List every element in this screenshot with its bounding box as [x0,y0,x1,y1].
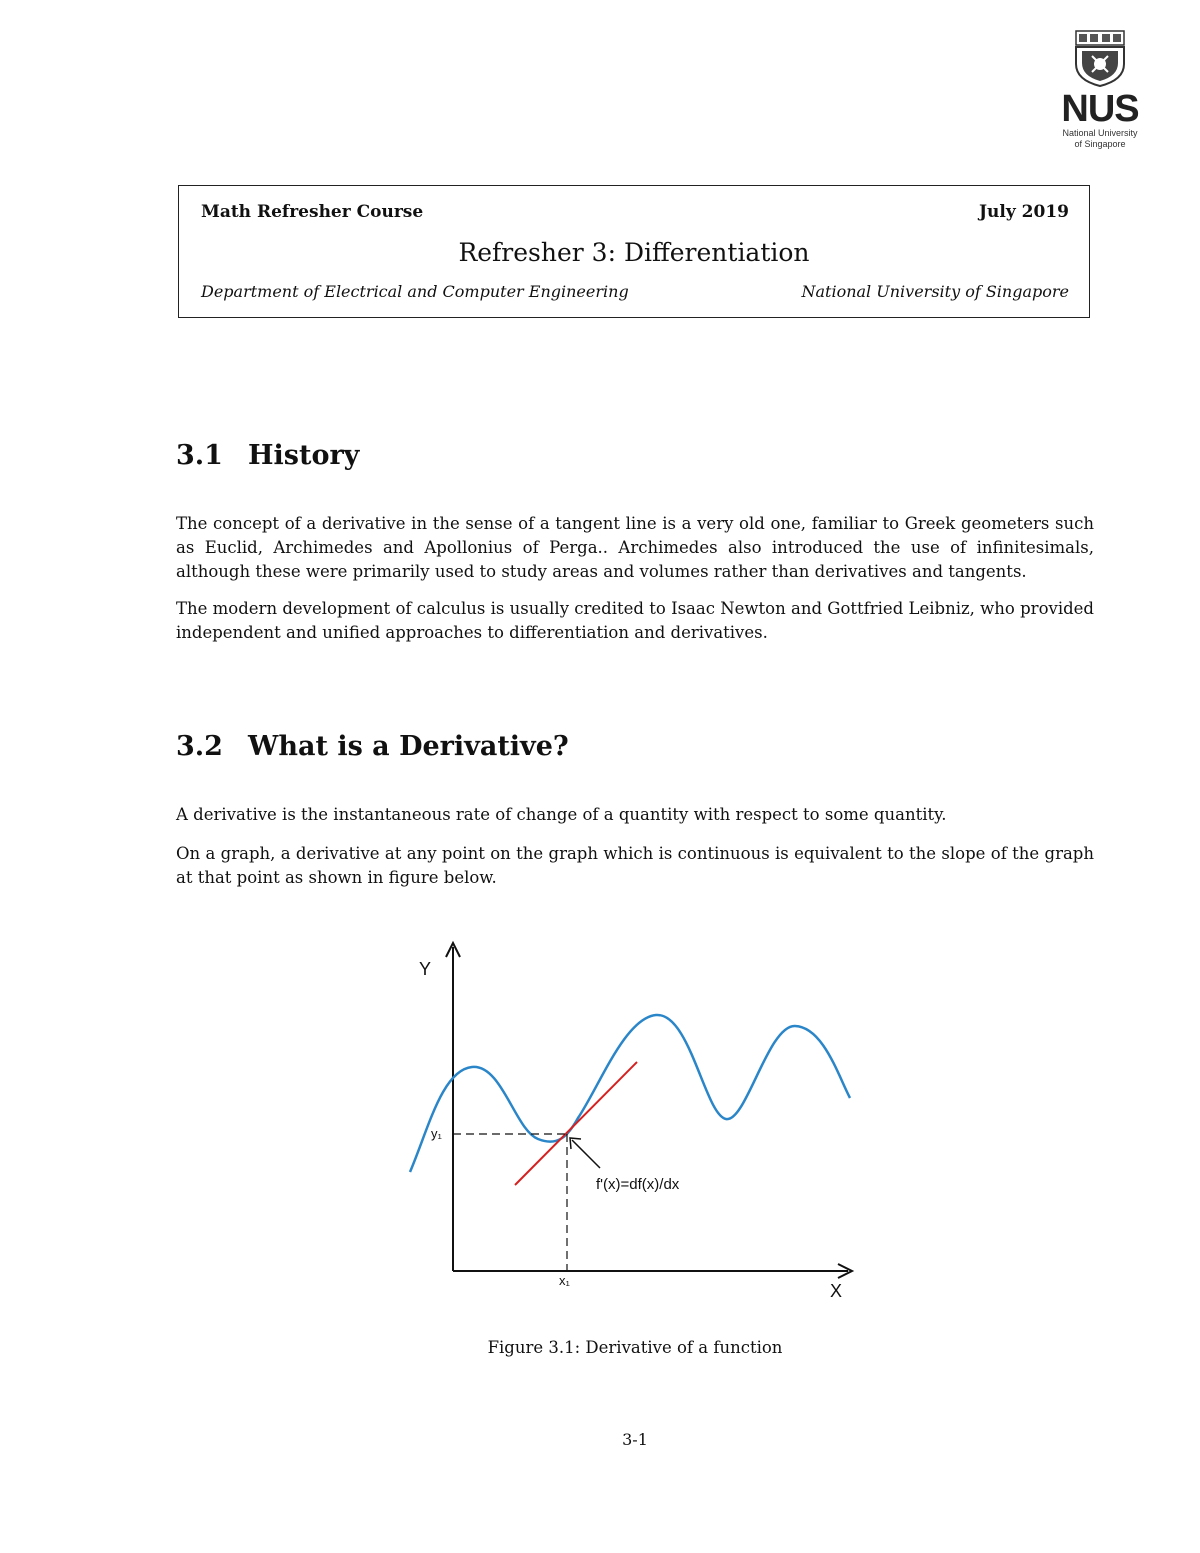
figure-caption: Figure 3.1: Derivative of a function [487,1338,783,1357]
section-number: 3.1 [176,440,223,471]
department-name: Department of Electrical and Computer Engineering [201,282,629,301]
nus-crest-icon [1072,28,1128,88]
nus-logo [1050,28,1150,168]
tangent-line [515,1062,637,1185]
logo-subtitle-line1: National University [1062,128,1138,138]
y1-label: y₁ [431,1126,442,1141]
paragraph: A derivative is the instantaneous rate of change of a quantity with respect to some quantity. [176,805,947,824]
x1-label: x₁ [559,1273,570,1288]
y-axis-label: Y [419,959,432,979]
section-title: What is a Derivative? [248,731,569,762]
function-curve [410,1015,850,1172]
section-number: 3.2 [176,731,223,762]
header-box [178,185,1090,318]
section-heading-derivative [176,731,569,762]
annotation-arrow [572,1140,600,1168]
section-title: History [248,440,360,471]
university-name: National University of Singapore [801,282,1069,301]
section-heading-history [176,440,359,471]
derivative-figure [400,935,870,1309]
page-title: Refresher 3: Differentiation [458,238,810,267]
derivative-graph [400,935,870,1305]
paragraph: The modern development of calculus is usually credited to Isaac Newton and Gottfried Leibniz, who provided independent and unified approaches to differentiation and derivatives. [176,599,1094,642]
derivative-annotation: f'(x)=df(x)/dx [596,1176,680,1193]
paragraph: On a graph, a derivative at any point on the graph which is continuous is equivalent to the slope of the graph at that point as shown in figure below. [176,844,1094,887]
course-name: Math Refresher Course [201,202,424,222]
page-number: 3-1 [622,1430,648,1449]
paragraph: The concept of a derivative in the sense of a tangent line is a very old one, familiar to Greek geometers such as Euclid, Archimedes and Apollonius of Perga.. Archimedes also introduced the use of infinitesimals, although these were primarily used to study areas and volumes rather than derivatives and tangents. [176,514,1094,581]
logo-subtitle-line2: of Singapore [1074,139,1126,149]
x-axis-label: X [830,1281,843,1301]
course-date: July 2019 [979,202,1069,222]
logo-name: NUS [1061,88,1139,130]
